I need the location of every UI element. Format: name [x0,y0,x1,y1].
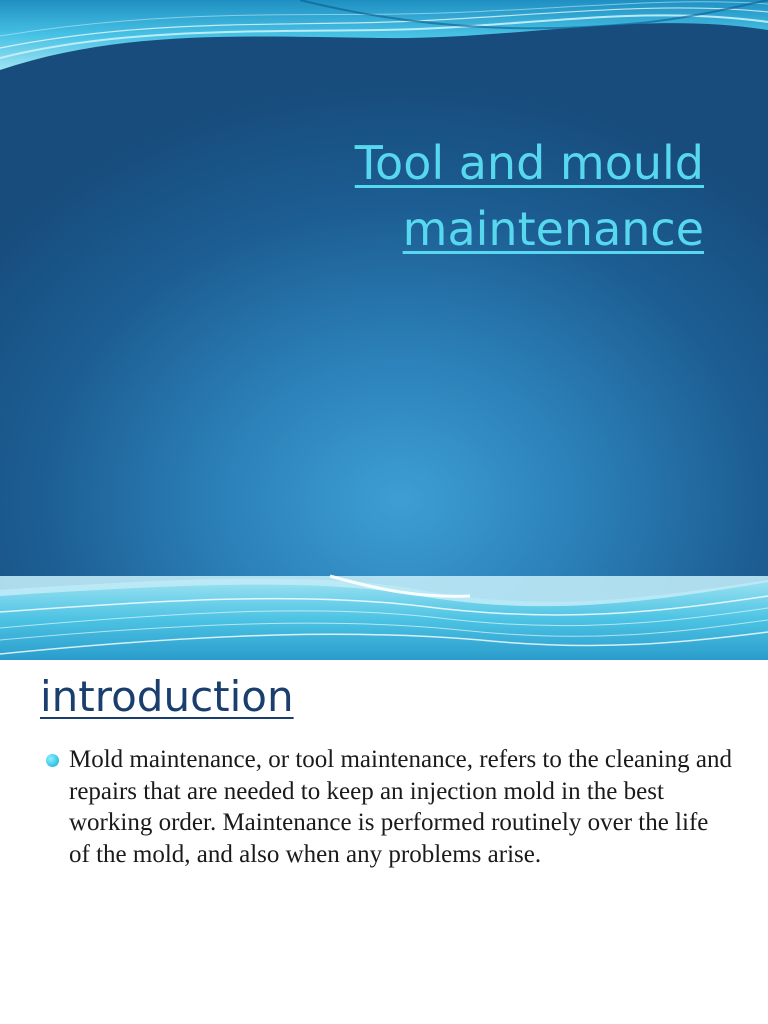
bullet-item [44,744,734,870]
intro-heading: introduction [40,672,294,721]
intro-slide [0,660,768,1024]
bullet-icon [46,754,59,767]
bullet-list [44,744,734,870]
bullet-text: Mold maintenance, or tool maintenance, refers to the cleaning and repairs that are needed to keep an injection mold in the best working order. Maintenance is performed routinely over the life of the mold, and also when any problems arise. [69,746,732,868]
slide-title: Tool and mould maintenance [354,136,704,256]
